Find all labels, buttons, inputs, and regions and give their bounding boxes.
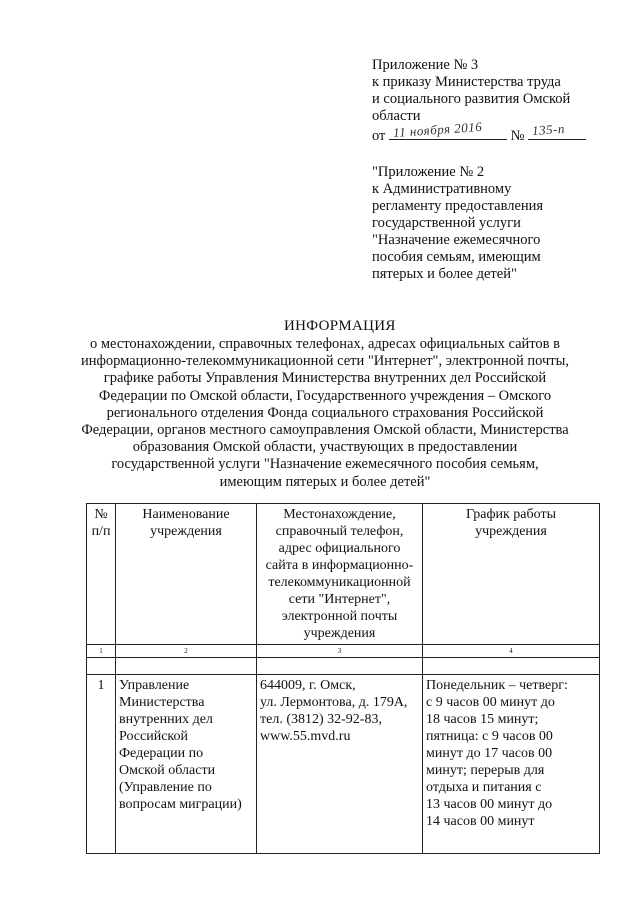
header-cell-number: № п/п [87, 504, 116, 645]
appendix-2-header [372, 164, 612, 283]
subtitle-line: регионального отделения Фонда социального страхования Российской [106, 404, 544, 421]
website-text: www.55.mvd.ru [260, 729, 351, 744]
subtitle-line: о местонахождении, справочных телефонах, адресах официальных сайтов в [90, 336, 560, 352]
appendix-line: к приказу Министерства труда [372, 74, 561, 90]
column-number: 2 [116, 645, 257, 658]
subtitle-line: Федерации, органов местного самоуправления Омской области, Министерства [81, 422, 569, 439]
subtitle-line: информационно-телекоммуникационной сети "Интернет", электронной почты, [80, 353, 570, 370]
subtitle-line: образования Омской области, участвующих в предоставлении [132, 439, 518, 456]
subtitle-line: имеющим пятерых и более детей" [219, 473, 431, 490]
document-subtitle [55, 336, 595, 491]
table-header-row [87, 504, 600, 645]
appendix2-line: к Административному [372, 181, 512, 197]
appendix2-line: пособия семьям, имеющим [372, 249, 541, 265]
institution-schedule: Понедельник – четверг: с 9 часов 00 минут до 18 часов 15 минут; пятница: с 9 часов 00 минут до 17 часов 00 минут; перерыв для отдыха и питания с 13 часов 00 минут до 14 часов 00 минут [423, 675, 600, 854]
subtitle-line: государственной услуги "Назначение ежемесячного пособия семьям, [111, 456, 539, 473]
date-prefix: от [372, 128, 386, 144]
date-field [389, 118, 507, 141]
column-number: 3 [257, 645, 423, 658]
header-cell-schedule: График работы учреждения [423, 504, 600, 645]
column-number: 4 [423, 645, 600, 658]
appendix-line: области [372, 108, 421, 124]
spacer-row [87, 658, 600, 675]
appendix-line: и социального развития Омской [372, 91, 571, 107]
row-number: 1 [87, 675, 116, 854]
handwritten-number: 135-п [531, 120, 566, 139]
subtitle-line: Федерации по Омской области, Государственного учреждения – Омского [98, 387, 552, 404]
appendix2-line: "Назначение ежемесячного [372, 232, 541, 248]
document-title: ИНФОРМАЦИЯ [284, 318, 396, 334]
appendix2-line: государственной услуги [372, 215, 521, 231]
header-cell-location: Местонахождение, справочный телефон, адрес официального сайта в информационно- телекоммуникационной сети "Интернет", электронной почты учреждения [257, 504, 423, 645]
header-cell-name: Наименование учреждения [116, 504, 257, 645]
subtitle-line: графике работы Управления Министерства внутренних дел Российской [103, 370, 547, 387]
column-number: 1 [87, 645, 116, 658]
handwritten-date: 11 ноября 2016 [392, 118, 483, 141]
appendix-line: Приложение № 3 [372, 57, 479, 73]
appendix-3-header [372, 57, 612, 145]
column-number-row [87, 645, 600, 658]
appendix2-line: регламенту предоставления [372, 198, 544, 214]
number-field [528, 120, 586, 140]
appendix2-line: "Приложение № 2 [372, 164, 485, 180]
date-number-line [372, 118, 612, 145]
number-prefix: № [510, 128, 525, 144]
table-row [87, 675, 600, 854]
institution-name: Управление Министерства внутренних дел Российской Федерации по Омской области (Управление по вопросам миграции) [116, 675, 257, 854]
appendix2-line: пятерых и более детей" [372, 266, 517, 282]
institution-address: 644009, г. Омск, ул. Лермонтова, д. 179А, тел. (3812) 32-92-83, www.55.mvd.ru [257, 675, 423, 854]
institutions-table [86, 503, 600, 854]
